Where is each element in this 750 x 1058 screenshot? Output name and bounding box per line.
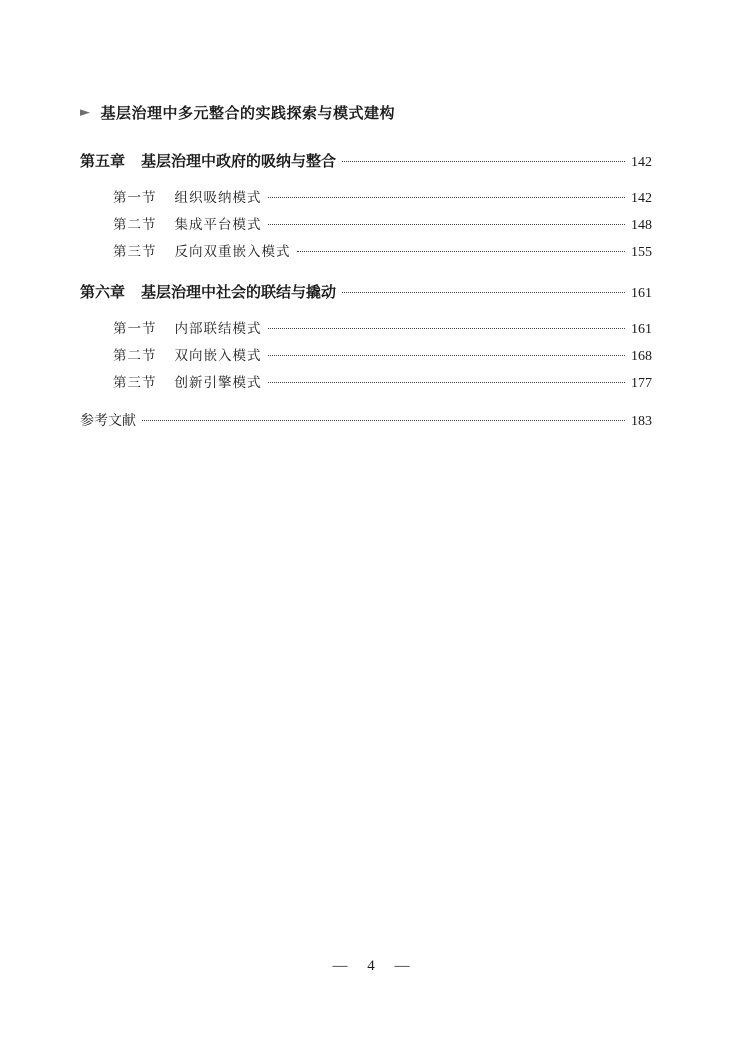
dot-leader <box>142 420 625 421</box>
section-label: 第二节 <box>113 348 157 364</box>
section-label: 第一节 <box>113 190 157 206</box>
toc-section-5-3[interactable] <box>80 240 652 267</box>
dot-leader <box>268 355 626 356</box>
section-title: 创新引擎模式 <box>174 375 262 391</box>
section-title: 反向双重嵌入模式 <box>174 244 291 260</box>
toc-chapter-6[interactable] <box>80 281 652 309</box>
section-label: 第二节 <box>113 217 157 233</box>
toc-section-5-2[interactable] <box>80 213 652 240</box>
table-of-contents <box>80 150 652 438</box>
section-title: 内部联结模式 <box>174 321 262 337</box>
dot-leader <box>342 161 625 162</box>
section-title: 集成平台模式 <box>174 217 262 233</box>
dot-leader <box>268 382 626 383</box>
dot-leader <box>268 197 626 198</box>
page-number: 142 <box>631 155 652 170</box>
dot-leader <box>268 224 626 225</box>
toc-chapter-5[interactable] <box>80 150 652 178</box>
page-footer-number: — 4 — <box>332 958 418 974</box>
toc-section-6-3[interactable] <box>80 371 652 398</box>
page-number: 183 <box>631 414 652 429</box>
section-label: 第一节 <box>113 321 157 337</box>
section-label: 第三节 <box>113 375 157 391</box>
references-title: 参考文献 <box>80 413 136 429</box>
toc-section-6-1[interactable] <box>80 317 652 344</box>
toc-section-6-2[interactable] <box>80 344 652 371</box>
page-number: 148 <box>631 218 652 233</box>
page-number: 177 <box>631 376 652 391</box>
section-title: 组织吸纳模式 <box>174 190 262 206</box>
page-number: 168 <box>631 349 652 364</box>
section-title: 双向嵌入模式 <box>174 348 262 364</box>
dot-leader <box>342 292 625 293</box>
part-title: 基层治理中多元整合的实践探索与模式建构 <box>100 104 396 122</box>
page-number: 161 <box>631 322 652 337</box>
chapter-title: 基层治理中社会的联结与撬动 <box>141 283 337 301</box>
part-heading <box>80 102 395 123</box>
dot-leader <box>268 328 626 329</box>
chapter-title: 基层治理中政府的吸纳与整合 <box>141 152 337 170</box>
page-number: 161 <box>631 286 652 301</box>
toc-section-5-1[interactable] <box>80 186 652 213</box>
toc-references[interactable] <box>80 410 652 438</box>
triangle-marker-icon: ► <box>80 105 91 120</box>
chapter-label: 第五章 <box>80 152 126 170</box>
page-number: 155 <box>631 245 652 260</box>
page-number: 142 <box>631 191 652 206</box>
dot-leader <box>297 251 626 252</box>
section-label: 第三节 <box>113 244 157 260</box>
chapter-label: 第六章 <box>80 283 126 301</box>
